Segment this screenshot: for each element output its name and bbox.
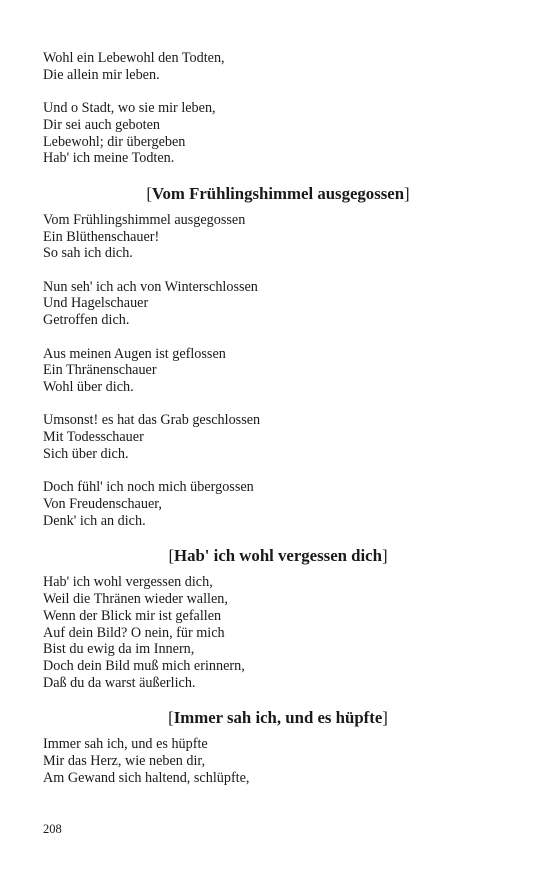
verse-line: So sah ich dich. <box>43 245 133 262</box>
verse-line: Mir das Herz, wie neben dir, <box>43 753 206 770</box>
verse-line: Und Hagelschauer <box>43 295 149 312</box>
verse-line: Lebewohl; dir übergeben <box>43 133 186 150</box>
verse-line: Getroffen dich. <box>43 312 130 329</box>
bracket-close: ] <box>381 546 388 566</box>
verse-line: Ein Thränenschauer <box>43 362 157 379</box>
stanza <box>43 346 513 396</box>
stanza <box>43 479 513 529</box>
stanza <box>43 736 513 786</box>
verse-line: Nun seh' ich ach von Winterschlossen <box>43 278 258 295</box>
verse-line: Die allein mir leben. <box>43 66 160 83</box>
verse-line: Hab' ich meine Todten. <box>43 150 175 167</box>
verse-line: Wohl ein Lebewohl den Todten, <box>43 50 225 66</box>
poem-title <box>43 184 513 204</box>
verse-line: Und o Stadt, wo sie mir leben, <box>43 100 216 117</box>
poem-vergessen <box>43 546 513 692</box>
verse-line: Immer sah ich, und es hüpfte <box>43 736 208 753</box>
poem-title-text: Immer sah ich, und es hüpfte <box>173 708 383 728</box>
verse-line: Doch fühl' ich noch mich übergossen <box>43 479 254 496</box>
verse-line: Mit Todesschauer <box>43 429 144 446</box>
verse-line: Wenn der Blick mir ist gefallen <box>43 607 222 624</box>
bracket-open: [ <box>168 708 174 728</box>
poem-title-text: Hab' ich wohl vergessen dich <box>174 546 382 566</box>
verse-line: Weil die Thränen wieder wallen, <box>43 591 228 608</box>
verse-line: Sich über dich. <box>43 446 129 463</box>
verse-line: Vom Frühlingshimmel ausgegossen <box>43 211 246 228</box>
stanza <box>43 412 513 462</box>
page-body <box>43 50 513 803</box>
page-number: 208 <box>43 822 62 836</box>
bracket-open: [ <box>146 183 152 203</box>
bracket-close: ] <box>404 183 410 203</box>
poem-title <box>43 708 513 728</box>
verse-line: Bist du ewig da im Innern, <box>43 641 195 658</box>
bracket-open: [ <box>168 546 175 566</box>
poem-title <box>43 546 513 566</box>
bracket-close: ] <box>382 708 388 728</box>
poem-fruehlingshimmel <box>43 184 513 530</box>
verse-line: Dir sei auch geboten <box>43 116 161 133</box>
stanza <box>43 574 513 692</box>
stanza <box>43 100 513 167</box>
verse-line: Von Freudenschauer, <box>43 496 162 513</box>
verse-line: Hab' ich wohl vergessen dich, <box>43 574 213 591</box>
verse-line: Wohl über dich. <box>43 379 134 396</box>
poem-immer-sah-ich <box>43 708 513 786</box>
verse-line: Daß du da warst äußerlich. <box>43 675 196 692</box>
verse-line: Aus meinen Augen ist geflossen <box>43 345 226 362</box>
verse-line: Doch dein Bild muß mich erinnern, <box>43 658 245 675</box>
stanza <box>43 212 513 262</box>
verse-line: Umsonst! es hat das Grab geschlossen <box>43 412 261 429</box>
poem-title-text: Vom Frühlingshimmel ausgegossen <box>151 183 405 203</box>
verse-line: Denk' ich an dich. <box>43 512 146 529</box>
verse-line: Ein Blüthenschauer! <box>43 228 160 245</box>
poem-continuation <box>43 50 513 167</box>
stanza <box>43 279 513 329</box>
verse-line: Auf dein Bild? O nein, für mich <box>43 624 225 641</box>
verse-line: Am Gewand sich haltend, schlüpfte, <box>43 769 250 786</box>
stanza <box>43 50 513 84</box>
